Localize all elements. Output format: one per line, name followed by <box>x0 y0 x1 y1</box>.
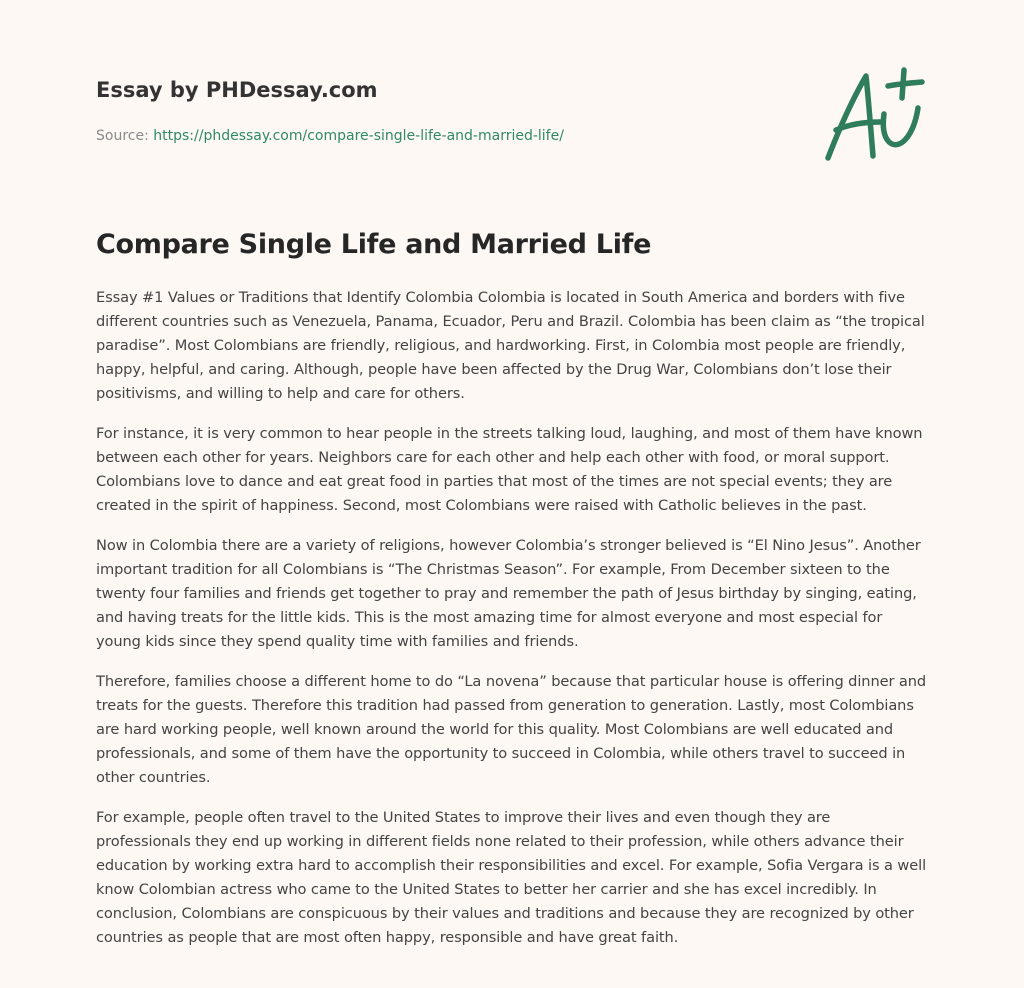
essay-paragraph: Therefore, families choose a different home to do “La novena” because that particular house is offering dinner and treats for the guests. Therefore this tradition had passed from generation to generation. Lastly, most Colombians are hard working people, well known around the world for this quality. Most Colombians are well educated and professionals, and some of them have the opportunity to succeed in Colombia, while others travel to succeed in other countries. <box>96 673 927 786</box>
essay-paragraph: Now in Colombia there are a variety of religions, however Colombia’s stronger believed is “El Nino Jesus”. Another important tradition for all Colombians is “The Christmas Season”. For example, From December sixteen to the twenty four families and friends get together to pray and remember the path of Jesus birthday by singing, eating, and having treats for the little kids. This is the most amazing time for almost everyone and most especial for young kids since they spend quality time with families and friends. <box>96 537 921 650</box>
a-plus-grade-logo-icon <box>820 64 930 168</box>
source-line <box>96 126 716 146</box>
site-title: Essay by PHDessay.com <box>96 78 378 102</box>
essay-paragraph: For instance, it is very common to hear people in the streets talking loud, laughing, and most of them have known between each other for years. Neighbors care for each other and help each other with food, or moral support. Colombians love to dance and eat great food in parties that most of the times are not special events; they are created in the spirit of happiness. Second, most Colombians were raised with Catholic believes in the past. <box>96 425 923 514</box>
essay-title: Compare Single Life and Married Life <box>96 229 652 260</box>
essay-paragraph: For example, people often travel to the United States to improve their lives and even though they are professionals they end up working in different fields none related to their profession, while others advance their education by working extra hard to accomplish their responsibilities and excel. For example, Sofia Vergara is a well know Colombian actress who came to the United States to better her carrier and she has excel incredibly. In conclusion, Colombians are conspicuous by their values and traditions and because they are recognized by other countries as people that are most often happy, responsible and have great faith. <box>96 809 927 946</box>
essay-article <box>96 226 928 966</box>
essay-paragraph: Essay #1 Values or Traditions that Identify Colombia Colombia is located in South America and borders with five different countries such as Venezuela, Panama, Ecuador, Peru and Brazil. Colombia has been claim as “the tropical paradise”. Most Colombians are friendly, religious, and hardworking. First, in Colombia most people are friendly, happy, helpful, and caring. Although, people have been affected by the Drug War, Colombians don’t lose their positivisms, and willing to help and care for others. <box>96 289 925 402</box>
page-header <box>96 76 716 146</box>
source-label: Source: <box>96 128 149 144</box>
source-link[interactable]: https://phdessay.com/compare-single-life-and-married-life/ <box>153 128 564 144</box>
